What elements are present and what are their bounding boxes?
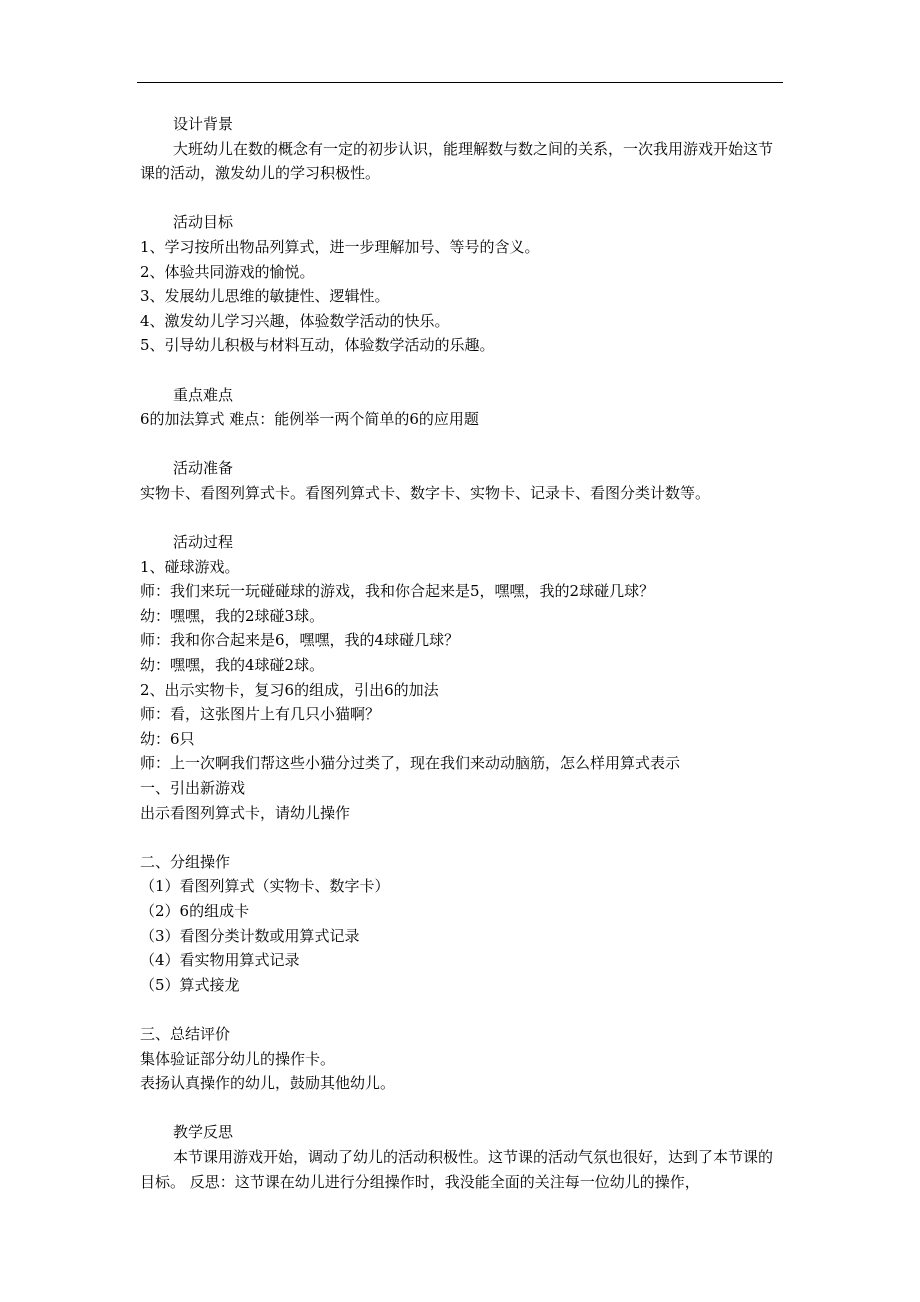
process-line: 幼：嘿嘿，我的4球碰2球。 — [140, 656, 325, 675]
goal-item: 3、发展幼儿思维的敏捷性、逻辑性。 — [140, 287, 390, 306]
heading-key-points: 重点难点 — [173, 385, 234, 404]
summary-line: 表扬认真操作的幼儿，鼓励其他幼儿。 — [140, 1074, 396, 1093]
group-op-item: （4）看实物用算式记录 — [140, 951, 300, 970]
process-line: 2、出示实物卡，复习6的组成，引出6的加法 — [140, 680, 439, 699]
group-op-item: （3）看图分类计数或用算式记录 — [140, 926, 360, 945]
group-op-item: （1）看图列算式（实物卡、数字卡） — [140, 877, 390, 896]
heading-group-ops: 二、分组操作 — [140, 852, 231, 871]
group-op-item: （5）算式接龙 — [140, 975, 240, 994]
spacer — [140, 1096, 784, 1121]
heading-background: 设计背景 — [173, 115, 234, 133]
spacer — [140, 506, 784, 531]
spacer — [140, 358, 784, 383]
heading-summary: 三、总结评价 — [140, 1024, 231, 1043]
group-op-item: （2）6的组成卡 — [140, 902, 250, 920]
heading-process: 活动过程 — [173, 533, 234, 552]
heading-prep: 活动准备 — [173, 459, 234, 478]
goal-item: 5、引导幼儿积极与材料互动，体验数学活动的乐趣。 — [140, 336, 495, 355]
process-line: 师：上一次啊我们帮这些小猫分过类了，现在我们来动动脑筋，怎么样用算式表示 — [140, 754, 681, 773]
process-line: 出示看图列算式卡，请幼儿操作 — [140, 803, 351, 822]
key-points-text: 6的加法算式 难点：能例举一两个简单的6的应用题 — [140, 410, 479, 429]
paragraph-background: 大班幼儿在数的概念有一定的初步认识，能理解数与数之间的关系，一次我用游戏开始这节课的活动，激发幼儿的学习积极性。 — [140, 139, 774, 183]
spacer — [140, 825, 784, 850]
process-line: 师：看，这张图片上有几只小猫啊？ — [140, 705, 381, 724]
spacer — [140, 997, 784, 1022]
heading-goals: 活动目标 — [173, 213, 234, 232]
document-body — [140, 112, 784, 1194]
spacer — [140, 432, 784, 457]
paragraph-reflection: 本节课用游戏开始，调动了幼儿的活动积极性。这节课的活动气氛也很好，达到了本节课的目标。 反思：这节课在幼儿进行分组操作时，我没能全面的关注每一位幼儿的操作， — [140, 1147, 774, 1191]
goal-item: 1、学习按所出物品列算式，进一步理解加号、等号的含义。 — [140, 237, 540, 256]
process-line: 师：我和你合起来是6，嘿嘿，我的4球碰几球？ — [140, 631, 460, 650]
spacer — [140, 186, 784, 211]
summary-line: 集体验证部分幼儿的操作卡。 — [140, 1049, 336, 1068]
process-line: 师：我们来玩一玩碰碰球的游戏，我和你合起来是5，嘿嘿，我的2球碰几球？ — [140, 582, 655, 601]
header-rule — [137, 82, 783, 83]
process-line: 一、引出新游戏 — [140, 779, 246, 798]
goal-item: 4、激发幼儿学习兴趣，体验数学活动的快乐。 — [140, 311, 450, 330]
process-line: 幼：嘿嘿，我的2球碰3球。 — [140, 606, 325, 625]
process-line: 1、碰球游戏。 — [140, 557, 240, 576]
goal-item: 2、体验共同游戏的愉悦。 — [140, 262, 315, 281]
heading-reflection: 教学反思 — [173, 1123, 234, 1142]
process-line: 幼：6只 — [140, 729, 195, 748]
prep-text: 实物卡、看图列算式卡。看图列算式卡、数字卡、实物卡、记录卡、看图分类计数等。 — [140, 483, 711, 502]
